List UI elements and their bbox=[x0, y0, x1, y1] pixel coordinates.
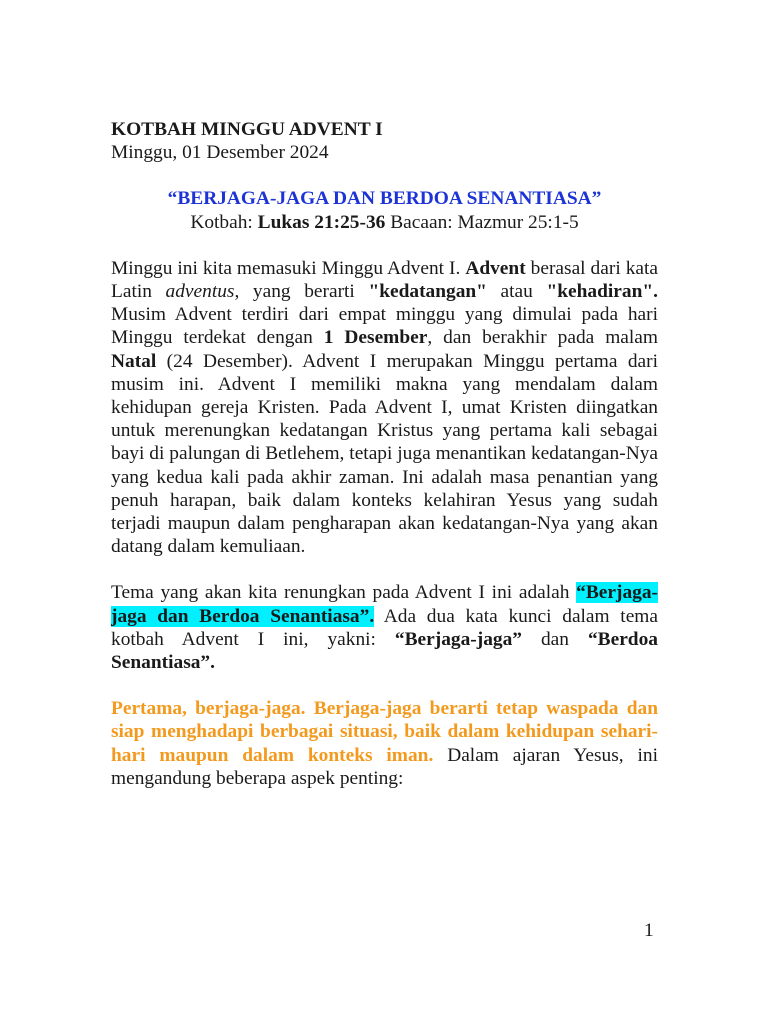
orange-emphasis: Pertama, berjaga-jaga. Berjaga-jaga berarti tetap waspada dan siap menghadapi berbagai situasi, baik dalam kehidupan sehari-hari maupun dalam konteks iman. bbox=[111, 698, 658, 766]
text-run: Minggu ini kita memasuki Minggu Advent I. bbox=[111, 257, 466, 279]
bold-term: Advent bbox=[465, 257, 526, 279]
kotbah-reference: Lukas 21:25-36 bbox=[257, 211, 386, 233]
bold-term: "kedatangan" bbox=[368, 281, 487, 303]
bold-term: Natal bbox=[111, 350, 157, 372]
bold-term: 1 Desember bbox=[323, 327, 428, 349]
text-run: berasal dari kata Latin bbox=[111, 257, 658, 303]
theme-title: “BERJAGA-JAGA DAN BERDOA SENANTIASA” bbox=[167, 188, 602, 210]
theme-block bbox=[111, 187, 658, 233]
paragraph-first-point bbox=[111, 697, 658, 790]
bold-term: "kehadiran". bbox=[546, 281, 658, 303]
text-run: Musim Advent terdiri dari empat minggu yang dimulai pada hari Minggu terdekat dengan bbox=[111, 304, 658, 349]
text-run: dan bbox=[522, 628, 588, 650]
bold-term: “Berjaga-jaga” bbox=[394, 628, 522, 650]
document-page bbox=[111, 118, 658, 790]
sermon-date: Minggu, 01 Desember 2024 bbox=[111, 142, 329, 164]
text-run: , dan berakhir pada malam bbox=[427, 327, 658, 349]
italic-term: adventus bbox=[165, 281, 235, 303]
paragraph-theme bbox=[111, 581, 658, 674]
page-number: 1 bbox=[644, 920, 654, 941]
text-run: , yang berarti bbox=[234, 281, 369, 303]
text-run: atau bbox=[486, 281, 547, 303]
scripture-reference bbox=[111, 211, 658, 234]
sermon-title: KOTBAH MINGGU ADVENT I bbox=[111, 119, 383, 140]
bacaan-reference: Bacaan: Mazmur 25:1-5 bbox=[390, 211, 579, 233]
text-run: (24 Desember). Advent I merupakan Minggu pertama dari musim ini. Advent I memiliki makna yang mendalam dalam kehidupan gereja Kristen. Pada Advent I, umat Kristen diingatkan untuk merenungkan kedatangan Kristus yang pertama kali sebagai bayi di palungan di Betlehem, tetapi juga menantikan kedatangan-Nya yang kedua kali pada akhir zaman. Ini adalah masa penantian yang penuh harapan, baik dalam konteks kelahiran Yesus yang sudah terjadi maupun dalam pengharapan akan kedatangan-Nya yang akan datang dalam kemuliaan. bbox=[111, 350, 658, 558]
bold-term: “Berdoa Senantiasa”. bbox=[111, 628, 658, 674]
highlighted-theme: “Berjaga-jaga dan Berdoa Senantiasa”. bbox=[111, 582, 658, 627]
kotbah-label: Kotbah: bbox=[190, 211, 253, 233]
text-run: Ada dua kata kunci dalam tema kotbah Advent I ini, yakni: bbox=[111, 605, 658, 650]
paragraph-advent-intro bbox=[111, 257, 658, 559]
text-run: Dalam ajaran Yesus, ini mengandung beberapa aspek penting: bbox=[111, 744, 658, 789]
text-run: Tema yang akan kita renungkan pada Advent I ini adalah bbox=[111, 582, 577, 604]
